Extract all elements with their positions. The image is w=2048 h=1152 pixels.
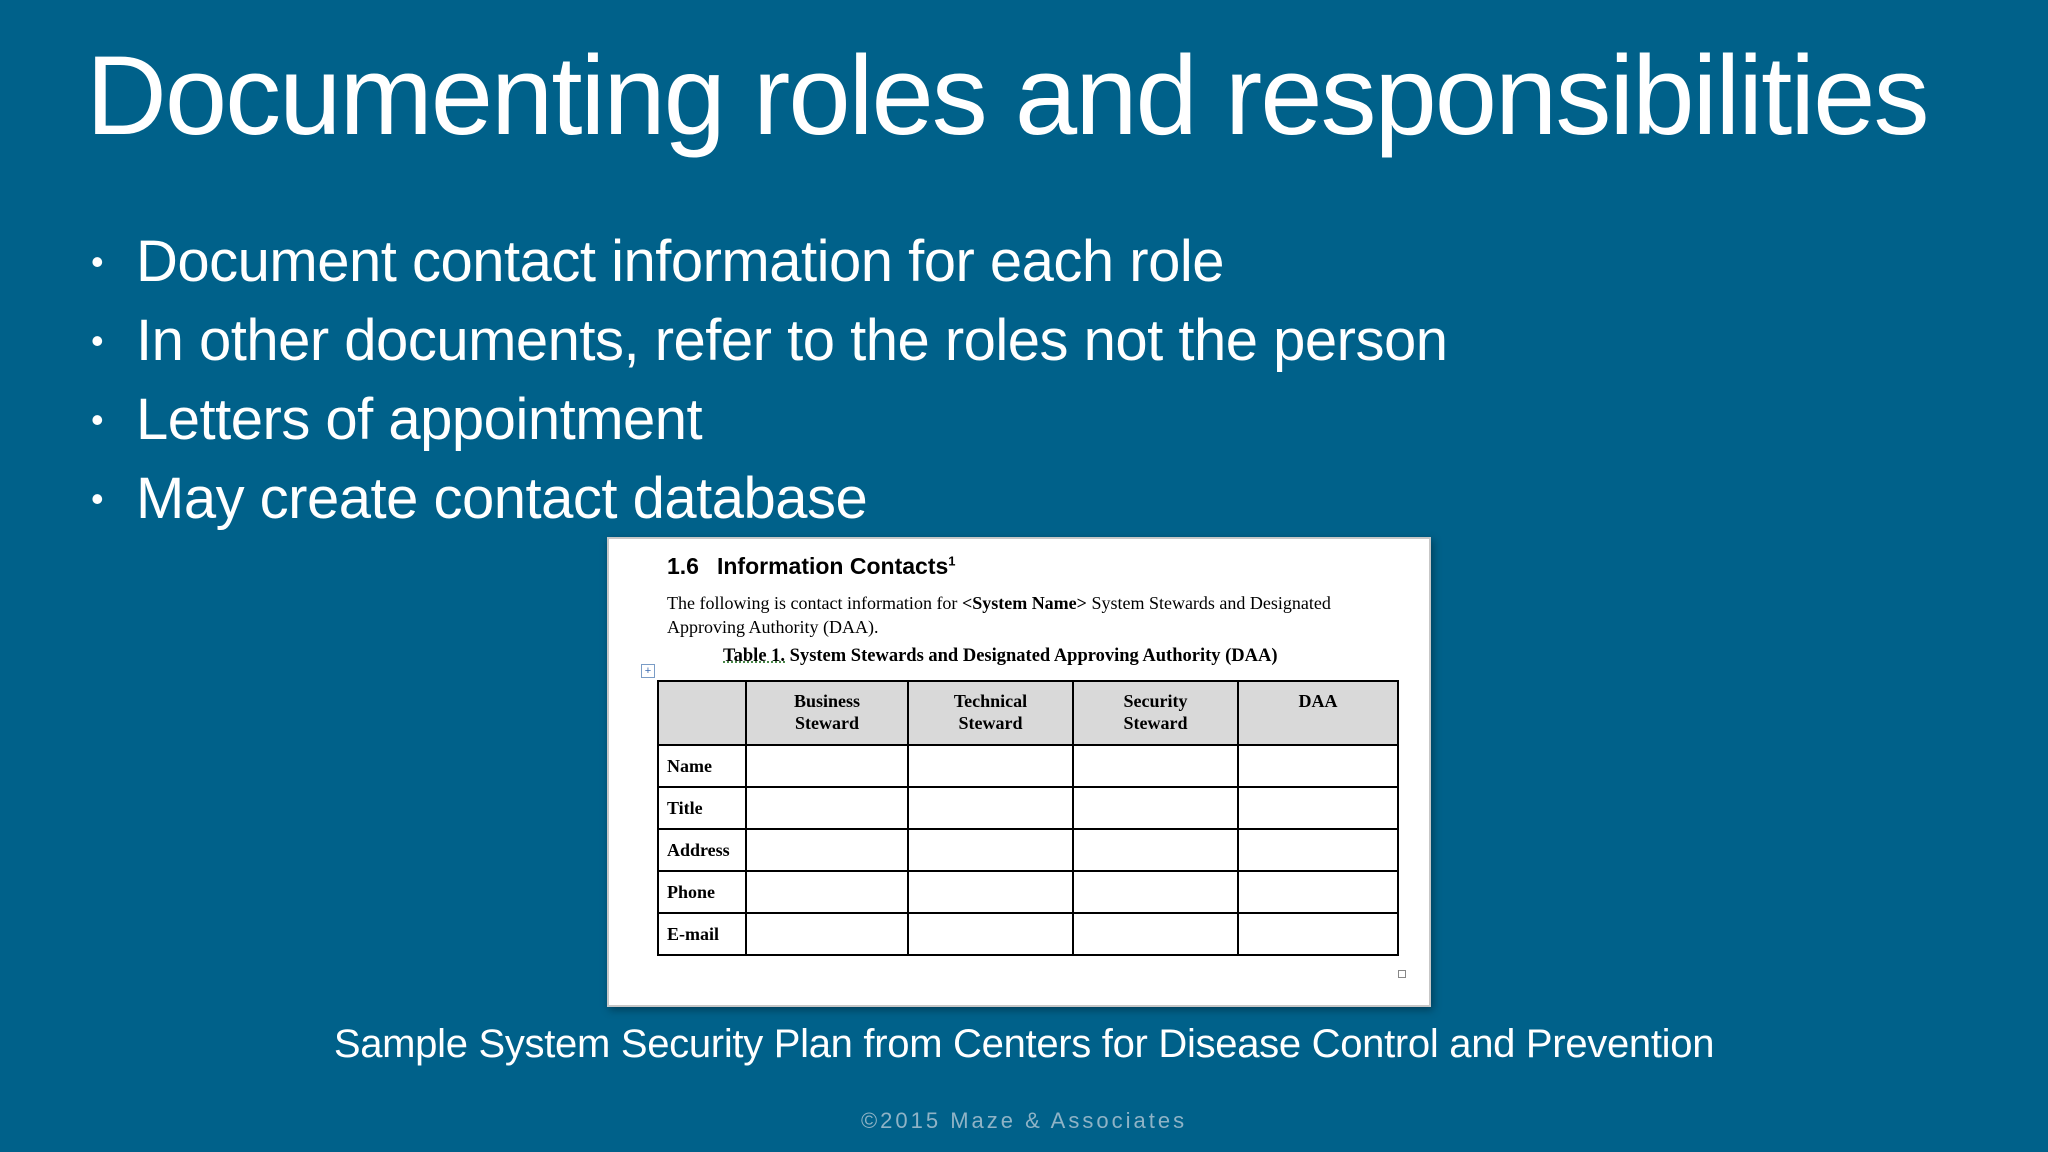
- bullet-text: May create contact database: [136, 466, 868, 531]
- table-cell: [908, 871, 1073, 913]
- table-row: [658, 871, 1398, 913]
- bullet-dot-icon: •: [91, 399, 104, 440]
- table-cell: [1238, 787, 1398, 829]
- table-header-label: Technical Steward: [953, 691, 1028, 733]
- copyright-notice: ©2015 Maze & Associates: [860, 1108, 1188, 1133]
- doc-para-system-name: <System Name>: [961, 593, 1087, 613]
- contacts-table: [657, 680, 1399, 956]
- slide-title: Documenting roles and responsibilities: [86, 33, 1928, 158]
- table-move-handle-icon: +: [641, 664, 655, 678]
- bullet-item: [86, 301, 1448, 380]
- bullet-text: Document contact information for each role: [136, 229, 1224, 294]
- table-row-label: Name: [658, 745, 746, 787]
- table-header-cell: [908, 681, 1073, 745]
- table-cell: [746, 871, 908, 913]
- table-row: [658, 787, 1398, 829]
- bullet-item: [86, 222, 1448, 301]
- image-caption: Sample System Security Plan from Centers for Disease Control and Prevention: [333, 1022, 1715, 1066]
- table-row-label: Title: [658, 787, 746, 829]
- table-row: [658, 745, 1398, 787]
- table-cell: [1073, 913, 1238, 955]
- doc-para-before: The following is contact information for: [667, 593, 962, 613]
- doc-table-caption-label: Table 1.: [723, 646, 786, 666]
- table-cell: [908, 745, 1073, 787]
- table-cell: [1073, 829, 1238, 871]
- bullet-dot-icon: •: [91, 241, 104, 282]
- table-cell: [746, 829, 908, 871]
- table-cell: [746, 745, 908, 787]
- table-cell: [1073, 745, 1238, 787]
- bullet-item: [86, 459, 1448, 538]
- doc-section-number: 1.6: [667, 553, 699, 579]
- table-cell: [1238, 871, 1398, 913]
- doc-footnote-marker: 1: [948, 553, 956, 569]
- table-header-cell: [1073, 681, 1238, 745]
- doc-section-title: Information Contacts: [716, 553, 949, 579]
- table-header-cell: [1238, 681, 1398, 745]
- table-cell: [908, 787, 1073, 829]
- table-cell: [746, 787, 908, 829]
- doc-table-caption-text: System Stewards and Designated Approving Authority (DAA): [785, 646, 1278, 666]
- bullet-dot-icon: •: [91, 320, 104, 361]
- table-row-label: Phone: [658, 871, 746, 913]
- table-header-cell: [746, 681, 908, 745]
- bullet-text: Letters of appointment: [136, 387, 703, 452]
- table-resize-handle-icon: [1398, 970, 1406, 978]
- doc-table-caption: [723, 646, 1278, 667]
- table-row-label: Address: [658, 829, 746, 871]
- bullet-text: In other documents, refer to the roles not the person: [136, 308, 1448, 373]
- table-header-label: Business Steward: [793, 691, 861, 733]
- bullet-list: [86, 222, 1448, 538]
- document-screenshot: [607, 537, 1431, 1007]
- table-row-label: E-mail: [658, 913, 746, 955]
- table-header-label: DAA: [1298, 691, 1338, 711]
- table-cell: [1238, 829, 1398, 871]
- table-cell: [1238, 913, 1398, 955]
- table-header-label: Security Steward: [1123, 691, 1188, 733]
- table-cell: [1238, 745, 1398, 787]
- table-cell: [746, 913, 908, 955]
- table-cell: [908, 829, 1073, 871]
- table-cell: [908, 913, 1073, 955]
- doc-section-heading: [667, 553, 956, 580]
- table-header-row: [658, 681, 1398, 745]
- table-row: [658, 829, 1398, 871]
- doc-para-after: System Stewards and Designated Approving Authority (DAA).: [667, 593, 1331, 637]
- table-cell: [1073, 787, 1238, 829]
- table-row: [658, 913, 1398, 955]
- doc-paragraph: [667, 591, 1367, 639]
- table-cell: [1073, 871, 1238, 913]
- table-header-cell: [658, 681, 746, 745]
- bullet-dot-icon: •: [91, 478, 104, 519]
- bullet-item: [86, 380, 1448, 459]
